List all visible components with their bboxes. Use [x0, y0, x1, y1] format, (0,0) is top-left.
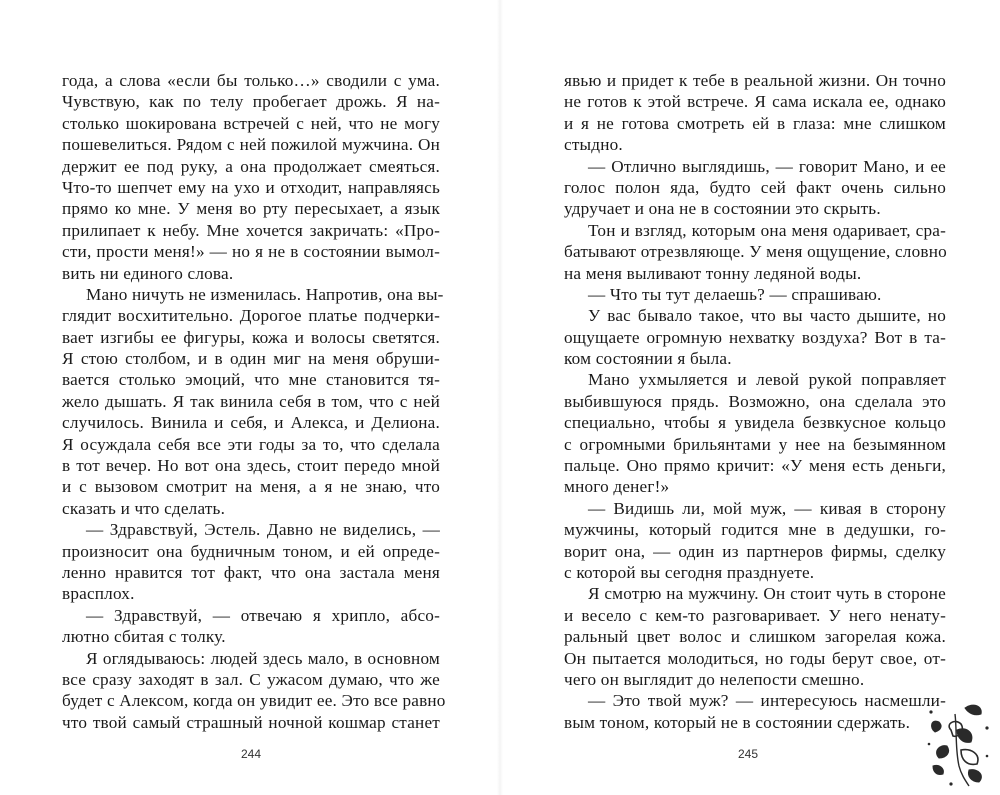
- text-line: сказать и что сделать.: [62, 498, 226, 518]
- text-line: жело дышать. Я так винила себя в том, что с ней: [62, 391, 440, 411]
- text-line: — Здравствуй, Эстель. Давно не виделись, —: [86, 520, 440, 540]
- text-line: Мано ничуть не изменилась. Напротив, она вы-: [86, 284, 444, 304]
- text-line: Я осуждала себя все эти годы за то, что сделала: [62, 434, 440, 454]
- right-page-text: [564, 70, 946, 733]
- right-page: [500, 0, 1000, 795]
- text-line: пальце. Оно прямо кричит: «У меня есть деньги,: [564, 456, 946, 476]
- text-line: ощущаете огромную нехватку воздуха? Вот в та-: [564, 327, 946, 347]
- text-line: столько шокирована встречей с ней, что не могу: [62, 113, 440, 133]
- text-line: вым тоном, который не в состоянии сдержать.: [564, 712, 911, 732]
- text-line: Что-то шепчет ему на ухо и отходит, направляясь: [62, 177, 440, 197]
- text-line: произносит она будничным тоном, и ей опреде-: [62, 541, 440, 561]
- text-line: Я стою столбом, и в один миг на меня обруши-: [62, 349, 440, 369]
- text-line: — Это твой муж? — интересуюсь насмешли-: [588, 691, 946, 711]
- text-line: Тон и взгляд, которым она меня одаривает, сра-: [588, 220, 946, 240]
- text-line: врасплох.: [62, 584, 135, 604]
- text-line: с огромными брильянтами у нее на безымянном: [564, 434, 946, 454]
- text-line: — Видишь ли, мой муж, — кивая в сторону: [588, 498, 946, 518]
- text-line: все сразу заходят в зал. С ужасом думаю, что же: [62, 669, 440, 689]
- text-line: Я смотрю на мужчину. Он стоит чуть в стороне: [588, 584, 946, 604]
- text-line: мужчины, который годится мне в дедушки, го-: [564, 520, 946, 540]
- text-line: Мано ухмыляется и левой рукой поправляет: [588, 370, 946, 390]
- page-number: 244: [241, 747, 262, 761]
- text-line: вить ни единого слова.: [62, 263, 234, 283]
- text-line: удручает и она не в состоянии это скрыть.: [564, 199, 881, 219]
- page-number: 245: [738, 747, 759, 761]
- text-line: лютно сбитая с толку.: [62, 627, 226, 647]
- text-line: стыдно.: [564, 135, 623, 155]
- text-line: прямо ко мне. У меня во рту пересыхает, а язык: [62, 199, 440, 219]
- text-line: с которой вы сегодня празднуете.: [564, 562, 815, 582]
- text-line: и весело с кем-то разговаривает. У него ненату-: [564, 605, 946, 625]
- text-line: чего он выглядит до нелепости смешно.: [564, 669, 865, 689]
- text-line: не готов к этой встрече. Я сама искала ее, однако: [564, 92, 946, 112]
- floral-ornament-icon: [925, 700, 995, 790]
- text-line: в тот вечер. Но вот она здесь, стоит передо мной: [62, 456, 440, 476]
- text-line: У вас бывало такое, что вы часто дышите, но: [588, 306, 946, 326]
- text-line: много денег!»: [564, 477, 670, 497]
- text-line: Он пытается молодиться, но годы берут свое, от-: [564, 648, 946, 668]
- text-line: и с вызовом смотрит на меня, а я не знаю, что: [62, 477, 440, 497]
- left-page-text: [62, 70, 446, 733]
- text-line: прилипает к небу. Мне хочется закричать: «Про-: [62, 220, 440, 240]
- text-line: Я оглядываюсь: людей здесь мало, в основном: [86, 648, 440, 668]
- text-line: ленно нравится тот факт, что она застала меня: [62, 562, 440, 582]
- text-line: Чувствую, как по телу пробегает дрожь. Я на-: [62, 92, 440, 112]
- text-line: ральный цвет волос и слишком загорелая кожа.: [564, 627, 946, 647]
- text-line: ворит она, — один из партнеров фирмы, сделку: [564, 541, 946, 561]
- text-line: — Отлично выглядишь, — говорит Мано, и ее: [588, 156, 946, 176]
- text-line: специально, чтобы я увидела безвкусное кольцо: [564, 413, 946, 433]
- text-line: выбившуюся прядь. Возможно, она сделала это: [564, 391, 946, 411]
- text-line: вается столько эмоций, что мне становится тя-: [62, 370, 440, 390]
- text-line: будет с Алексом, когда он увидит ее. Это все равно: [62, 691, 446, 711]
- text-line: и я не готова смотреть ей в глаза: мне слишком: [564, 113, 946, 133]
- text-line: на меня выливают тонну ледяной воды.: [564, 263, 862, 283]
- text-line: батывают отрезвляюще. У меня ощущение, словно: [564, 242, 947, 262]
- text-line: — Что ты тут делаешь? — спрашиваю.: [588, 284, 882, 304]
- text-line: глядит восхитительно. Дорогое платье подчерки-: [62, 306, 440, 326]
- text-line: сти, прости меня!» — но я не в состоянии вымол-: [62, 242, 440, 262]
- text-line: держит ее под руку, а она продолжает смеяться.: [62, 156, 440, 176]
- text-line: года, а слова «если бы только…» сводили с ума.: [62, 71, 440, 90]
- text-line: ком состоянии я была.: [564, 349, 732, 369]
- text-line: вает изгибы ее фигуры, кожа и волосы светятся.: [62, 327, 440, 347]
- text-line: что твой самый страшный ночной кошмар станет: [62, 712, 440, 732]
- text-line: случилось. Винила и себя, и Алекса, и Делиона.: [62, 413, 440, 433]
- text-line: пошевелиться. Рядом с ней пожилой мужчина. Он: [62, 135, 440, 155]
- text-line: явью и придет к тебе в реальной жизни. Он точно: [564, 71, 946, 90]
- text-line: голос полон яда, будто сей факт очень сильно: [564, 177, 946, 197]
- text-line: — Здравствуй, — отвечаю я хрипло, абсо-: [86, 605, 440, 625]
